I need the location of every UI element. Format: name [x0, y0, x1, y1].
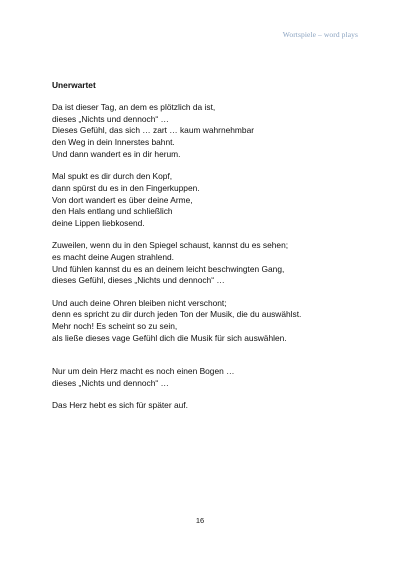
poem [52, 80, 372, 422]
poem-line: Dieses Gefühl, das sich … zart … kaum wahrnehmbar [52, 125, 255, 136]
poem-line: Mal spukt es dir durch den Kopf, [52, 171, 173, 182]
poem-line: dieses Gefühl, dieses „Nichts und dennoch“ … [52, 275, 225, 286]
stanza-3 [52, 240, 372, 287]
poem-line: Von dort wandert es über deine Arme, [52, 194, 193, 205]
poem-line: den Weg in dein Innerstes bahnt. [52, 137, 175, 148]
running-header: Wortspiele – word plays [282, 30, 358, 39]
poem-line: dieses „Nichts und dennoch“ … [52, 377, 169, 388]
poem-title: Unerwartet [52, 80, 96, 90]
poem-line: Und auch deine Ohren bleiben nicht verschont; [52, 297, 227, 308]
poem-line: dieses „Nichts und dennoch“ … [52, 113, 169, 124]
poem-line: deine Lippen liebkosend. [52, 217, 145, 228]
poem-line: den Hals entlang und schließlich [52, 206, 173, 217]
page-number: 16 [195, 516, 205, 525]
poem-line: Und fühlen kannst du es an deinem leicht beschwingten Gang, [52, 263, 285, 274]
poem-line: als ließe dieses vage Gefühl dich die Musik für sich auswählen. [52, 332, 287, 343]
poem-line: Zuweilen, wenn du in den Spiegel schaust, kannst du es sehen; [52, 240, 289, 251]
poem-line: Und dann wandert es in dir herum. [52, 148, 181, 159]
poem-line: es macht deine Augen strahlend. [52, 251, 174, 262]
stanza-5 [52, 366, 372, 389]
stanza-2 [52, 171, 372, 230]
stanza-4 [52, 298, 372, 345]
stanza-6 [52, 400, 372, 412]
poem-line: dann spürst du es in den Fingerkuppen. [52, 182, 200, 193]
poem-line: denn es spricht zu dir durch jeden Ton der Musik, die du auswählst. [52, 309, 302, 320]
poem-line: Nur um dein Herz macht es noch einen Bogen … [52, 365, 235, 376]
poem-line: Das Herz hebt es sich für später auf. [52, 399, 188, 410]
poem-line: Da ist dieser Tag, an dem es plötzlich da ist, [52, 102, 216, 112]
poem-line: Mehr noch! Es scheint so zu sein, [52, 321, 178, 332]
stanza-1 [52, 102, 372, 161]
